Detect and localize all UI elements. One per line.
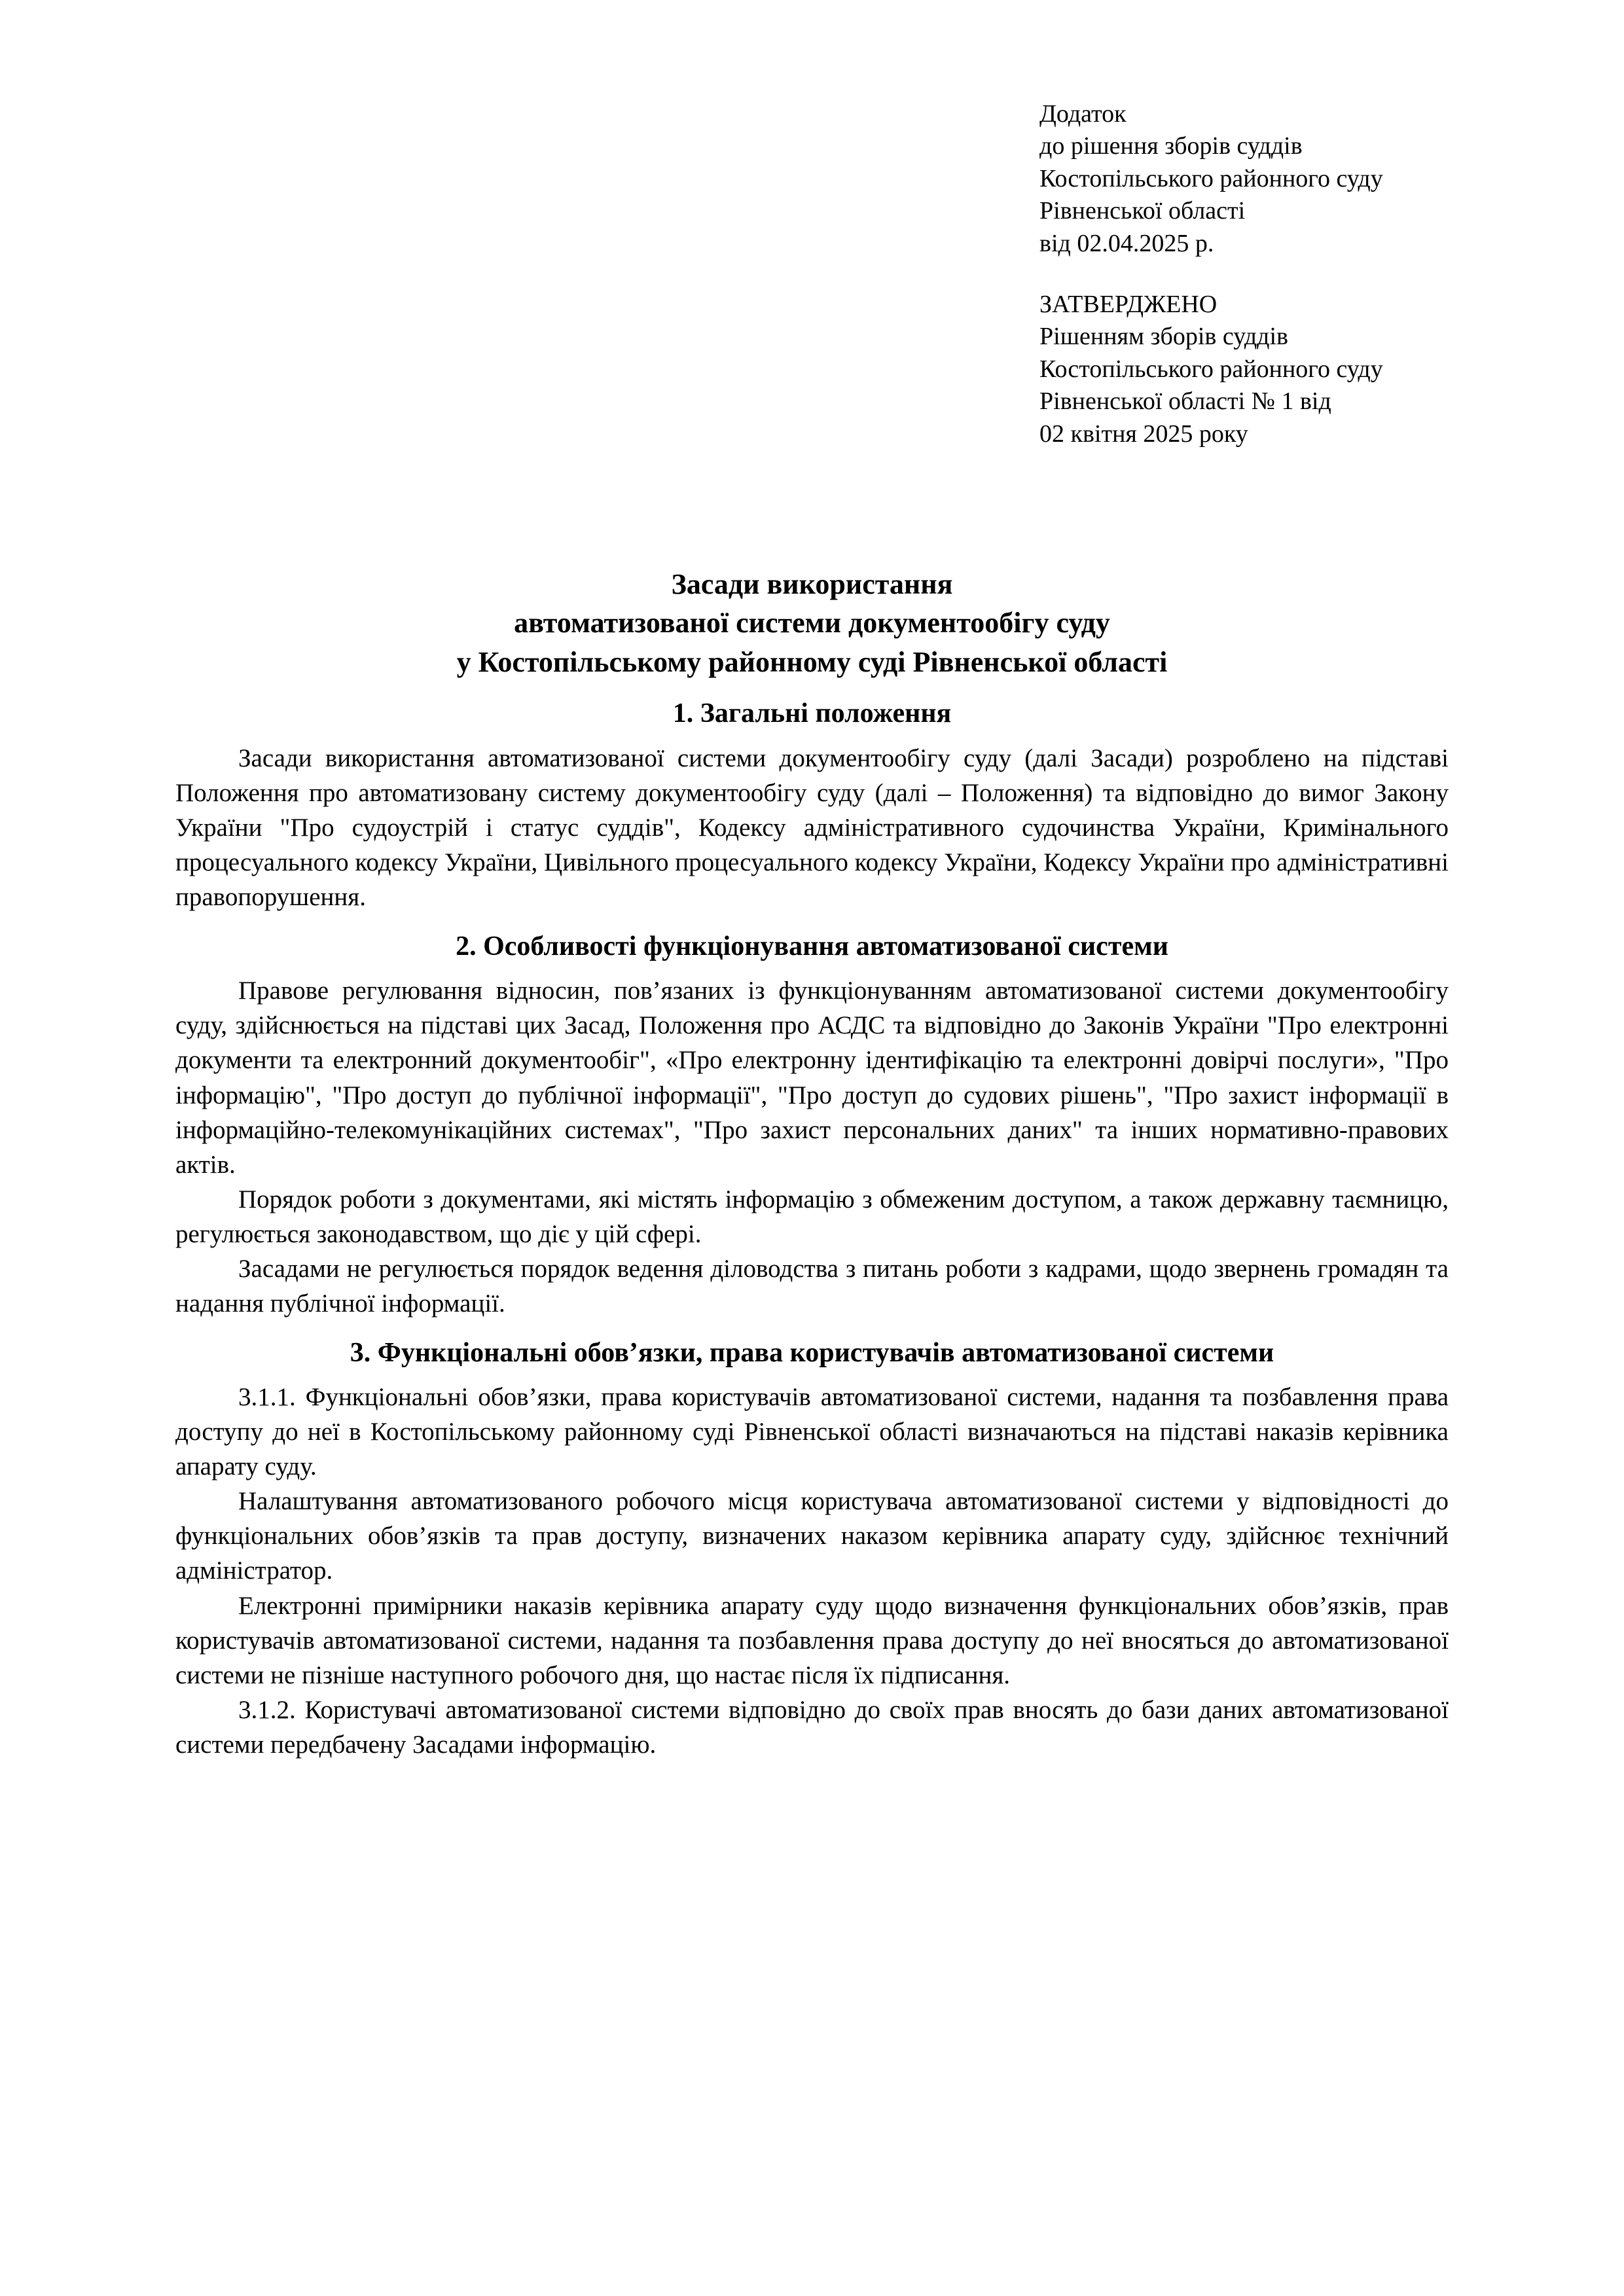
page-title-line-3: у Костопільському районному суді Рівненської області <box>456 645 1168 678</box>
header-line: 02 квітня 2025 року <box>1039 420 1248 448</box>
header-line: Рішенням зборів суддів <box>1039 323 1288 351</box>
section-heading-3: 3. Функціональні обов’язки, права користувачів автоматизованої системи <box>350 1337 1274 1368</box>
header-line: ЗАТВЕРДЖЕНО <box>1039 290 1218 318</box>
header-line: до рішення зборів суддів <box>1039 132 1303 160</box>
paragraph: Налаштування автоматизованого робочого місця користувача автоматизованої системи у відповідності до функціональних обов’язків та прав доступу, визначених наказом керівника апарату суду, здійснює технічний адміністратор. <box>175 1487 1449 1585</box>
header-line: Костопільського районного суду <box>1039 164 1383 192</box>
header-line: Костопільського районного суду <box>1039 355 1383 383</box>
paragraph: Електронні примірники наказів керівника апарату суду щодо визначення функціональних обов’язків, прав користувачів автоматизованої системи, надання та позбавлення права доступу до неї вносяться до автоматизованої системи не пізніше наступного робочого дня, що настає після їх підписання. <box>175 1591 1449 1689</box>
paragraph: Правове регулювання відносин, пов’язаних із функціонуванням автоматизованої системи документообігу суду, здійснюється на підставі цих Засад, Положення про АСДС та відповідно до Законів України "Про електронні документи та електронний документообіг", «Про електронну ідентифікацію та електронні довірчі послуги», "Про інформацію", "Про доступ до публічної інформації", "Про доступ до судових рішень", "Про захист інформації в інформаційно-телекомунікаційних системах", "Про захист персональних даних" та інших нормативно-правових актів. <box>175 977 1449 1179</box>
header-line: Додаток <box>1039 100 1127 128</box>
page-title <box>175 565 1449 681</box>
section-body-3 <box>175 1380 1449 1761</box>
section-body-1 <box>175 741 1449 914</box>
page-title-line-2: автоматизованої системи документообігу суду <box>514 607 1110 639</box>
header-line: Рівненської області <box>1039 197 1246 225</box>
section-heading-1: 1. Загальні положення <box>672 698 952 729</box>
header-group-approved <box>1039 289 1576 450</box>
section-heading-2: 2. Особливості функціонування автоматизованої системи <box>456 931 1168 961</box>
header-line: Рівненської області № 1 від <box>1039 387 1331 416</box>
paragraph: Засади використання автоматизованої системи документообігу суду (далі Засади) розроблено на підставі Положення про автоматизовану систему документообігу суду (далі – Положення) та відповідно до вимог Закону України "Про судоустрій і статус суддів", Кодексу адміністративного судочинства України, Кримінального процесуального кодексу України, Цивільного процесуального кодексу України, Кодексу України про адміністративні правопорушення. <box>175 744 1449 911</box>
paragraph: Засадами не регулюється порядок ведення діловодства з питань роботи з кадрами, щодо звернень громадян та надання публічної інформації. <box>175 1254 1449 1318</box>
paragraph: Порядок роботи з документами, які містять інформацію з обмеженим доступом, а також державну таємницю, регулюється законодавством, що діє у цій сфері. <box>175 1185 1449 1248</box>
document-header <box>1039 98 1576 450</box>
paragraph: 3.1.1. Функціональні обов’язки, права користувачів автоматизованої системи, надання та позбавлення права доступу до неї в Костопільському районному суді Рівненської області визначаються на підставі наказів керівника апарату суду. <box>175 1383 1449 1481</box>
section-body-2 <box>175 973 1449 1320</box>
page-title-line-1: Засади використання <box>671 567 953 600</box>
paragraph: 3.1.2. Користувачі автоматизованої системи відповідно до своїх прав вносять до бази даних автоматизованої системи передбачену Засадами інформацію. <box>175 1695 1449 1759</box>
header-line: від 02.04.2025 р. <box>1039 229 1214 257</box>
header-group-annex <box>1039 98 1576 260</box>
